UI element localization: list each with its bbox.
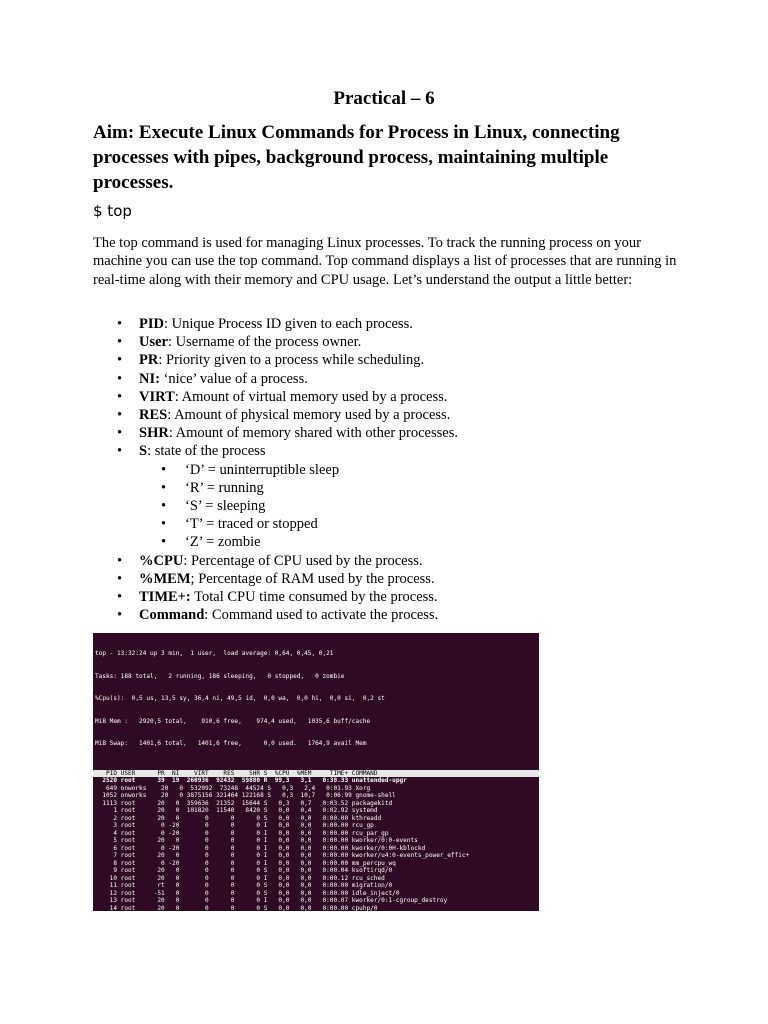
list-item: • %MEM; Percentage of RAM used by the process. xyxy=(117,570,435,587)
table-row: 1113 root 20 0 359636 21352 15644 S 0,3 0,7 0:03.52 packagekitd xyxy=(95,799,393,807)
table-row: 16 root -51 0 0 0 0 S 0,0 0,0 0:00.00 idle_inject/1 xyxy=(95,919,400,927)
summary-line: top - 13:32:24 up 3 min, 1 user, load average: 0,64, 0,45, 0,21 xyxy=(95,650,334,657)
sublist-item: • ‘T’ = traced or stopped xyxy=(161,516,318,533)
table-row: 17 root rt 0 0 0 0 S 0,0 0,0 0:00.16 migration/1 xyxy=(95,927,393,934)
table-row: 1 root 20 0 101820 11540 8420 S 0,0 0,4 0:02.92 systemd xyxy=(95,807,378,814)
table-row: 23 root 20 0 0 0 0 S 0,0 0,0 0:00.00 rcu_tasks_kthre xyxy=(95,972,407,979)
table-row: 2 root 20 0 0 0 0 S 0,0 0,0 0:00.00 kthreadd xyxy=(95,814,382,822)
table-row: 7 root 20 0 0 0 0 I 0,0 0,0 0:00.00 kworker/u4:0-events_power_effic+ xyxy=(95,852,470,859)
sublist-item: • ‘S’ = sleeping xyxy=(161,498,266,515)
table-row: 12 root -51 0 0 0 0 S 0,0 0,0 0:00.00 idle_inject/0 xyxy=(95,889,400,897)
table-row: 11 root rt 0 0 0 0 S 0,0 0,0 0:00.00 migration/0 xyxy=(95,882,393,889)
table-row: 9 root 20 0 0 0 0 S 0,0 0,0 0:00.04 ksoftirqd/0 xyxy=(95,867,393,874)
summary-line: MiB Mem : 2920,5 total, 910,6 free, 974,4 used, 1035,6 buff/cache xyxy=(95,717,371,725)
table-row: 3 root 0 -20 0 0 0 I 0,0 0,0 0:00.00 rcu_gp xyxy=(95,822,374,829)
table-row: 5 root 20 0 0 0 0 I 0,0 0,0 0:00.00 kworker/0:0-events xyxy=(95,837,418,844)
command-heading: $ top xyxy=(93,202,132,220)
top-terminal-screenshot xyxy=(93,633,539,979)
table-row: 21 root 20 0 0 0 0 S 0,0 0,0 0:00.00 kdevtmpfs xyxy=(95,957,385,964)
field-list xyxy=(93,315,693,624)
table-row: 22 root 0 -20 0 0 0 I 0,0 0,0 0:00.00 netns xyxy=(95,964,371,972)
list-item: • S: state of the process • ‘D’ = uninterruptible sleep • ‘R’ = running • ‘S’ = sleeping • ‘T’ = traced or stopped • ‘Z’ = zombie xyxy=(93,442,693,551)
list-item: • VIRT: Amount of virtual memory used by a process. xyxy=(117,388,448,405)
process-table-header: PID USER PR NI VIRT RES SHR S %CPU %MEM TIME+ COMMAND xyxy=(93,770,539,778)
list-item: • PID: Unique Process ID given to each process. xyxy=(117,316,413,332)
table-row: 15 root 20 0 0 0 0 S 0,0 0,0 0:00.00 cpuhp/1 xyxy=(95,912,378,919)
state-sublist xyxy=(139,461,693,552)
list-item: • SHR: Amount of memory shared with other processes. xyxy=(117,425,458,442)
summary-line: Tasks: 188 total, 2 running, 186 sleeping, 0 stopped, 0 zombie xyxy=(95,672,345,680)
process-table xyxy=(93,777,539,980)
list-item: • %CPU: Percentage of CPU used by the process. xyxy=(117,552,423,569)
intro-paragraph: The top command is used for managing Linux processes. To track the running process on your machine you can use the top command. Top command displays a list of processes that are running in real-time along with their memory and CPU usage. Let’s understand the output a little better: xyxy=(93,235,677,288)
list-item: • NI: ‘nice’ value of a process. xyxy=(117,370,308,387)
list-item: • TIME+: Total CPU time consumed by the process. xyxy=(117,589,438,606)
table-row: 649 onworks 20 0 532092 73248 44524 S 0,3 2,4 0:01.93 Xorg xyxy=(95,784,371,792)
page-title: Practical – 6 xyxy=(333,88,435,109)
summary-line: MiB Swap: 1401,6 total, 1401,6 free, 0,0 used. 1764,9 avail Mem xyxy=(95,740,367,747)
list-item: • User: Username of the process owner. xyxy=(117,334,362,351)
summary-line: %Cpu(s): 0,5 us, 13,5 sy, 36,4 ni, 49,5 id, 0,0 wa, 0,0 hi, 0,0 si, 0,2 st xyxy=(95,695,385,702)
aim-heading: Aim: Execute Linux Commands for Process in Linux, connecting processes with pipes, background process, maintaining multiple processes. xyxy=(93,122,620,193)
table-row: 4 root 0 -20 0 0 0 I 0,0 0,0 0:00.00 rcu_par_gp xyxy=(95,829,389,837)
table-row: 2520 root 39 19 260936 92432 59880 R 99,3 3,1 0:38.33 unattended-upgr xyxy=(95,777,407,784)
table-row: 10 root 20 0 0 0 0 I 0,0 0,0 0:00.12 rcu_sched xyxy=(95,874,385,882)
table-row: 6 root 0 -20 0 0 0 I 0,0 0,0 0:00.00 kworker/0:0H-kblockd xyxy=(95,844,426,852)
table-row: 18 root 20 0 0 0 0 S 0,0 0,0 0:00.04 ksoftirqd/1 xyxy=(95,934,393,942)
top-summary xyxy=(93,633,539,763)
table-row: 13 root 20 0 0 0 0 I 0,0 0,0 0:00.07 kworker/0:1-cgroup_destroy xyxy=(95,897,448,904)
sublist-item: • ‘R’ = running xyxy=(161,479,264,496)
list-item: • Command: Command used to activate the process. xyxy=(117,607,439,624)
sublist-item: • ‘D’ = uninterruptible sleep xyxy=(161,461,340,478)
table-row: 20 root 0 -20 0 0 0 I 0,0 0,0 0:00.00 kworker/1:0H-kblockd xyxy=(95,949,426,957)
table-row: 1052 onworks 20 0 3875156 321464 122168 S 0,3 10,7 0:06.99 gnome-shell xyxy=(95,792,396,799)
list-item: • PR: Priority given to a process while scheduling. xyxy=(117,352,425,369)
table-row: 19 root 20 0 0 0 0 I 0,0 0,0 0:00.00 kworker/1:0-events xyxy=(95,942,418,949)
sublist-item: • ‘Z’ = zombie xyxy=(161,534,261,551)
table-row: 8 root 0 -20 0 0 0 I 0,0 0,0 0:00.00 mm_percpu_wq xyxy=(95,859,396,867)
list-item: • RES: Amount of physical memory used by a process. xyxy=(117,407,451,424)
table-row: 14 root 20 0 0 0 0 S 0,0 0,0 0:00.00 cpuhp/0 xyxy=(95,904,378,912)
